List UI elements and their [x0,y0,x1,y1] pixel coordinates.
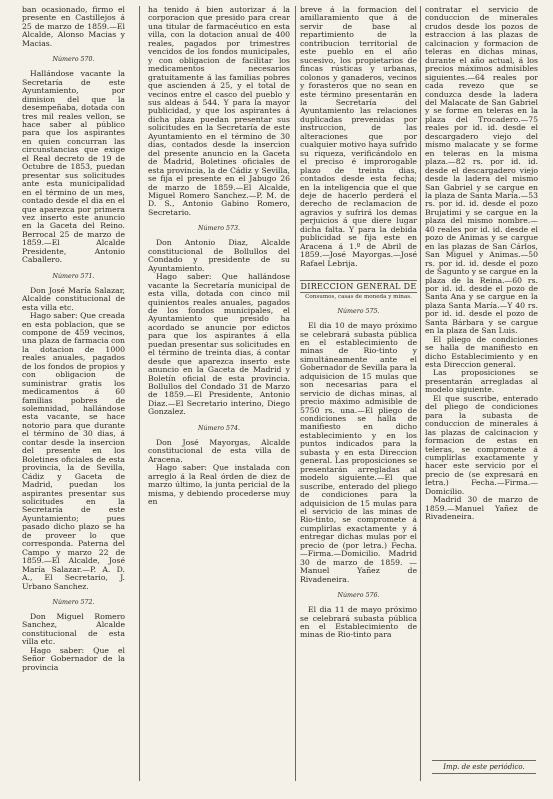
announcement-text: Las proposiciones se presentarán arregladas al modelo siguiente. [425,368,538,395]
announcement-number: Número 576. [337,592,380,600]
column-4 [425,6,538,795]
announcement-text: El pliego de condiciones se halla de manifiesto en dicho Establecimiento y en esta Direccion general. [425,334,538,370]
announcement-text: Hago saber: Que el Señor Gobernador de la provincia [22,645,125,672]
announcement-heading: Don Antonio Diaz, Alcalde constitucional de Bollullos del Condado y presidente de su Ayuntamiento. [148,238,290,273]
column-1 [22,6,125,795]
column-rule [295,6,296,781]
announcement-number: Número 572. [52,599,95,606]
column-2 [148,6,290,795]
announcement-number: Número 570. [52,56,95,64]
announcement-number: Número 573. [197,225,241,233]
announcement-text: Hallándose vacante la Secretaría de este Ayuntamiento, por dimision del que la desempeñaba, dotada con tres mil reales vellon, se hace saber al público para que los aspirantes en quien concurran las circunstancias que exige el Real decreto de 19 de Octubre de 1853, puedan presentar sus solicitudes ante esta municipalidad en el término de un mes, contado desde el dia en el que aparezca por primera vez inserto este anuncio en la Gaceta del Reino. Berrocal 25 de marzo de 1859.—El Alcalde Presidente, Antonio Caballero. [22,69,125,265]
column-rule [139,6,140,781]
announcement-number: Número 574. [197,424,241,432]
column-3 [300,6,417,795]
announcement-number: Número 571. [52,272,95,280]
announcement-text: Hago saber: Que instalada con arreglo á la Real órden de diez de marzo último, la junta pericial de la misma, y debiendo procederse muy en [148,463,290,507]
announcement-number: Número 575. [337,308,380,316]
announcement-text: contratar el servicio de conduccion de minerales crudos desde los pozos de estraccion á las plazas de calcinacion y formacion de teleras en dichas minas, durante el año actual, á los precios máximos admisibles siguientes.—64 reales por cada revezo que se conduzca desde la ladera del Malacate de San Gabriel y se forme en teleras en la plaza del Trocadero.—75 reales por id. id. desde el descargadero viejo del mismo malacate y se forme en teleras en la misma plaza.—82 rs. por id. id. desde el descargadero viejo desde la ladera del mismo San Gabriel y se cargue en la plaza de Santa María.—53 rs. por id. id. desde el pozo Brujatimi y se cargue en la plaza del mismo nombre.—40 reales por id. id. desde el pozo de Animas y se cargue en las plazas de San Cárlos, San Miguel y Animas.—50 rs. por id. id. desde el pozo de Sagunto y se cargue en la plaza de la Reina.—60 rs. por id. id. desde el pozo de Santa Ana y se cargue en la plaza Santa María.—Y 40 rs. por id. id. desde el pozo de Santa Bárbara y se cargue en la plaza de San Luis. [425,6,538,336]
announcement-text: El que suscribe, enterado del pliego de condiciones para la subasta de conduccion de minerales á las plazas de calcinacion y formacion de estas en teleras, se compromete á cumplirlas exactamente y hacer este servicio por el precio de (se expresará en letra.) Fecha.—Firma.—Domicilio. [425,393,538,496]
announcement-heading: Don José Mayorgas, Alcalde constitucional de esta villa de Aracena. [148,437,290,464]
column-rule [420,6,421,781]
announcement-text: Hago saber: Que creada en esta poblacion, que se compone de 459 vecinos, una plaza de farmacia con la dotacion de 1000 reales anuales, pagados de los fondos de propios y con obligacion de suministrar gratis los medicamentos á 60 familias pobres de solemnidad, hallándose esta vacante, se hace notorio para que durante el término de 30 dias, á contar desde la insercion del presente en los Boletines oficiales de esta provincia, la de Sevilla, Cádiz y Gaceta de Madrid, puedan los aspirantes presentar sus solicitudes en la Secretaría de este Ayuntamiento; pues pasado dicho plazo se ha de proveer lo que corresponda. Paterna del Campo y marzo 22 de 1859.—El Alcalde, José María Salazar.—P. A. D. A., El Secretario, J. Urbano Sanchez. [22,311,125,591]
announcement-text: Hago saber: Que hallándose vacante la Secretaría municipal de esta villa, dotada con cinco mil quinientos reales anuales, pagados de los fondos municipales, el Ayuntamiento que presido ha acordado se anuncie por edictos para que los aspirantes á ella puedan presentar sus solicitudes en el término de treinta dias, á contar desde que aparezca inserto este anuncio en la Gaceta de Madrid y Boletín oficial de esta provincia. Bollullos del Condado 31 de Marzo de 1859.—El Presidente, Antonio Diaz.—El Secretario interino, Diego Gonzalez. [148,272,290,417]
announcement-text: Madrid 30 de marzo de 1859.—Manuel Yañez de Rivadeneira. [425,495,538,522]
announcement-text: El dia 10 de mayo próximo se celebrará subasta pública en el establecimiento de minas de Rio-tinto y simultáneamente ante el Gobernador de Sevilla para la adquisicion de 15 mulas que son necesarias para el servicio de dichas minas, al precio máximo admisible de 5750 rs. una.—El pliego de condiciones se halla de manifiesto en dicho establecimiento y en los puntos indicados para la subasta y en esta Direccion general. Las proposiciones se presentarán arregladas al modelo siguiente.—El que suscribe, enterado del pliego de condiciones para la adquisicion de 15 mulas para el servicio de las minas de Rio-tinto, se compromete á cumplirlas exactamente y á entregar dichas mulas por el precio de (por letra.) Fecha.—Firma.—Domicilio. Madrid 30 de marzo de 1859. —Manuel Yañez de Rivadeneira. [300,321,417,584]
announcement-heading: Don José María Salazar, Alcalde constitucional de esta villa etc. [22,285,125,312]
announcement-text: El dia 11 de mayo próximo se celebrará subasta pública en el Establecimiento de minas de Rio-tinto para [300,605,417,640]
announcement-text: breve á la formacion del amillaramiento que á de servir de base al repartimiento de la contribucion territorial de este pueblo en el año sucesivo, los propietarios de fincas rústicas y urbanas, colonos y ganaderos, vecinos y forasteros que no sean en este término presentarán en la Secretaría del Ayuntamiento las relaciones duplicadas prevenidas por instruccion, de las alteraciones que por cualquier motivo haya sufrido su riqueza, verificándolo en el preciso é improrogable plazo de treinta dias, contados desde esta fecha; en la inteligencia que el que deje de hacerlo perderá el derecho de reclamacion de agravios y sufrirá los demas perjuicios á que diere lugar dicha falta. Y para la debida publicidad se fija este en Aracena á 1.º de Abril de 1859.—José Mayorgas.—José Rafael Lebrija. [300,6,417,268]
announcement-text: ban ocasionado, firmo el presente en Castillejos á 25 de marzo de 1859.—El Alcalde, Alonso Macias y Macias. [22,6,125,48]
announcement-text: ha tenido á bien autorizar á la corporacion que presido para crear una titular de farmacéutico en esta villa, con la dotacion anual de 400 reales, pagados por trimestres vencidos de los fondos municipales, y con obligacion de facilitar los medicamentos necesarios gratuitamente á las familias pobres que ascienden á 25, y el total de vecinos entre el casco del pueblo y sus aldeas á 544. Y para la mayor publicidad, y que los aspirantes á dicha plaza puedan presentar sus solicitudes en la Secretaría de este Ayuntamiento en el término de 30 dias, contados desde la insercion del presente anuncio en la Gaceta de Madrid, Boletines oficiales de esta provincia, la de Cádiz y Sevilla, se fija el presente en el Jabugo 26 de marzo de 1859.—El Alcalde, Miguel Romero Sanchez.—P. M. de D. S., Antonio Gabino Romero, Secretario. [148,6,290,217]
printer-imprint: Imp. de este periódico. [432,760,536,774]
section-heading: DIRECCION GENERAL DE [300,282,417,292]
section-subheading: Consumos, casas de moneda y minas. [305,294,412,301]
announcement-heading: Don Miguel Romero Sanchez, Alcalde constitucional de esta villa etc. [22,612,125,647]
